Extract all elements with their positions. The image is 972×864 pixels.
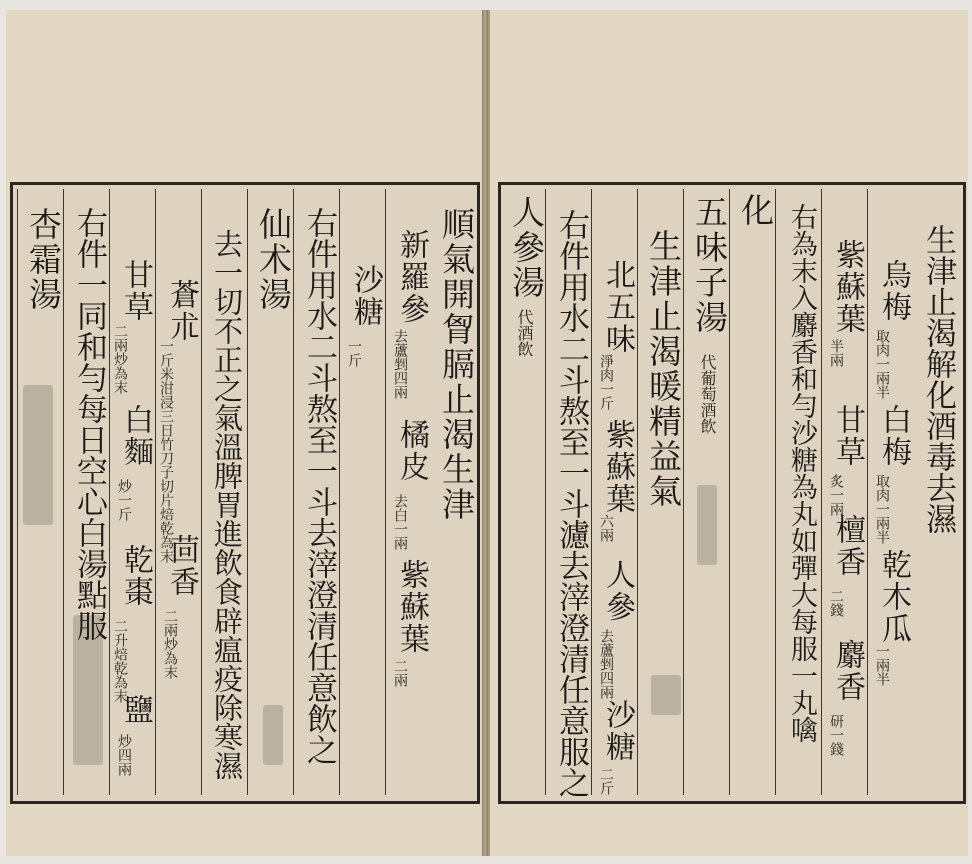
left-text-frame [10,182,480,804]
ingredient: 烏梅 [876,259,911,323]
right-page [488,10,968,856]
ingredient: 茴香 [164,534,199,598]
recipe-title: 人參湯 [507,195,546,300]
ink-blot [23,385,53,525]
ingredient: 白麵 [118,404,153,468]
column-instructions-r2 [545,189,592,798]
ingredient-note: 炒一斤 [116,479,132,521]
ingredient: 橘皮 [394,419,429,483]
column-description [201,189,248,795]
column-instructions-r [775,189,822,795]
ingredient: 甘草 [118,259,153,323]
ingredient-note: 研一錢 [828,714,844,756]
ingredient-note: 淨肉一斤 [598,354,614,410]
recipe-title: 五味子湯 [690,195,729,335]
column-text: 生津止渴暖精益氣 [644,229,683,509]
ingredient-note: 一斤 [346,339,362,367]
ink-blot [651,675,681,715]
ingredient-note: 炙一兩 [828,474,844,516]
column-ingredients-2 [339,189,386,795]
column-text: 去一切不正之氣溫脾胃進飲食辟瘟疫除寒濕 [210,229,244,780]
ingredient-note: 取肉一兩半 [874,329,890,399]
left-page [6,10,484,856]
ingredient-note: 二升焙乾為末 [112,619,128,703]
column-text: 右件用水二斗熬至一斗濾去滓澄清任意服之 [553,209,589,798]
ingredient: 紫蘇葉 [394,559,429,655]
ingredient-note: 二錢 [828,589,844,617]
book-spread [6,10,966,856]
column-text: 右件一同和勻每日空心白湯點服 [71,207,107,641]
ingredient: 紫蘇葉 [600,419,635,515]
column-ingredients-r1 [867,189,914,795]
ingredient: 乾木瓜 [876,549,911,645]
column-text: 右為末入麝香和勻沙糖為丸如彈大每服一丸噙 [786,203,817,743]
ingredient: 沙糖 [600,699,635,763]
ingredient-note: 一斤米泔浸三日竹刀子切片焙乾為末 [158,339,174,563]
right-text-frame [498,182,966,804]
ingredient-note: 去蘆剉四兩 [598,629,614,699]
ingredient: 紫蘇葉 [830,239,865,335]
column-ingredients-3 [155,189,202,795]
column-text: 生津止渴解化酒毒去濕 [920,224,956,534]
recipe-title: 杏霜湯 [24,207,63,312]
column-title-left [431,189,477,795]
column-ingredients-r3 [591,189,638,795]
recipe-subtitle: 代酒飲 [515,309,534,357]
column-ingredients-4 [109,189,156,795]
column-ingredients-1 [385,189,432,795]
column-ingredients-r2 [821,189,868,795]
ingredient: 白梅 [876,404,911,468]
ingredient-note: 炒四兩 [116,734,132,776]
column-title-right [913,189,959,795]
ingredient-note: 二兩炒為末 [162,609,178,679]
ingredient-note: 六兩 [598,514,614,542]
ingredient: 沙糖 [348,264,383,328]
ink-blot [73,615,103,765]
column-text: 右件用水二斗熬至一斗去滓澄清任意飲之 [301,207,337,765]
column-instructions [293,189,340,795]
ingredient: 麝香 [830,639,865,703]
ingredient: 乾棗 [118,544,153,608]
ingredient-note: 取肉一兩半 [874,474,890,544]
ingredient: 甘草 [830,404,865,468]
ingredient: 檀香 [830,514,865,578]
ingredient-note: 半兩 [828,339,844,367]
ingredient: 鹽 [118,694,153,726]
ingredient-note: 二斤 [598,767,614,795]
column-text: 化 [736,193,775,228]
ingredient: 北五味 [600,259,635,355]
ingredient: 人參 [600,559,635,623]
ingredient-note: 二兩 [392,659,408,687]
ingredient: 蒼朮 [164,279,199,343]
ink-blot [263,705,283,765]
ingredient: 新羅參 [394,229,429,325]
column-text: 順氣開胷膈止渴生津 [437,207,476,522]
recipe-subtitle: 代葡萄酒飲 [698,354,717,434]
ingredient-note: 去白一兩 [392,494,408,550]
column-continuation [729,189,776,795]
recipe-title: 仙术湯 [254,207,293,312]
ingredient-note: 去蘆剉四兩 [392,329,408,399]
ingredient-note: 二兩炒為末 [112,324,128,394]
ink-blot [697,485,717,565]
column-recipe-title-r2 [501,189,547,795]
ingredient-note: 一兩半 [874,644,890,686]
